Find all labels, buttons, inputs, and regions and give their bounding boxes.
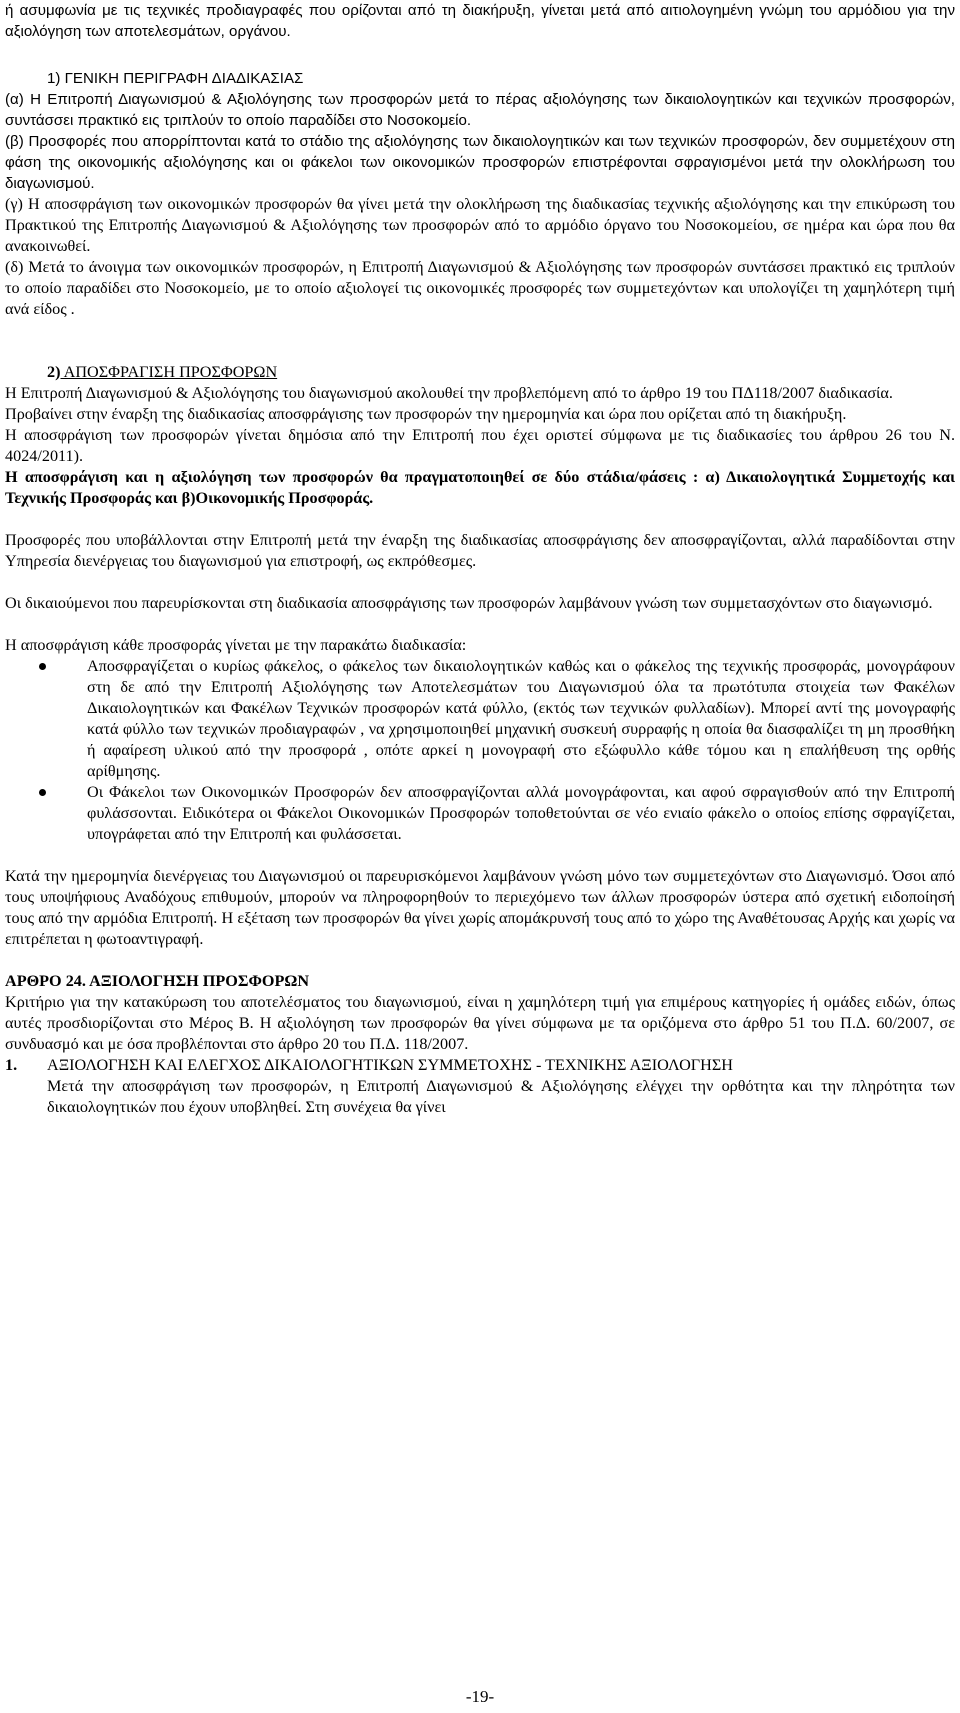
section2-title bbox=[5, 362, 955, 383]
section2-title-number: 2) bbox=[47, 363, 61, 381]
section2-p8: Κατά την ημερομηνία διενέργειας του Διαγωνισμού οι παρευρισκόμενοι λαμβάνουν γνώση μόνο των συμμετεχόντων στο Διαγωνισμό. Όσοι από τους υποψήφιους Αναδόχους επιθυμούν, μπορούν να πληροφορηθούν το περιεχόμενο των άλλων προσφορών ύστερα από σχετική ειδοποίησή τους από την αρμόδια Επιτροπή. Η εξέταση των προσφορών θα γίνει χωρίς απομάκρυνσή τους από το χώρο της Αναθέτουσας Αρχής και χωρίς να επιτρέπεται η φωτοαντιγραφή. bbox=[5, 867, 955, 948]
item1-title: ΑΞΙΟΛΟΓΗΣΗ ΚΑΙ ΕΛΕΓΧΟΣ ΔΙΚΑΙΟΛΟΓΗΤΙΚΩΝ ΣΥΜΜΕΤΟΧΗΣ - ΤΕΧΝΙΚΗΣ ΑΞΙΟΛΟΓΗΣΗ bbox=[47, 1056, 733, 1074]
item1-number: 1. bbox=[5, 1056, 18, 1074]
section1-para-a: (α) Η Επιτροπή Διαγωνισμού & Αξιολόγησης των προσφορών μετά το πέρας αξιολόγησης των δικαιολογητικών και τεχνικών προσφορών, συντάσσει πρακτικό εις τριπλούν το οποίο παραδίδει στο Νοσοκομείο. bbox=[5, 91, 955, 129]
section2-title-text: ΑΠΟΣΦΡΑΓΙΣΗ ΠΡΟΣΦΟΡΩΝ bbox=[60, 363, 278, 381]
section1-para-c: (γ) Η αποσφράγιση των οικονομικών προσφορών θα γίνει μετά την ολοκλήρωση της διαδικασίας τεχνικής αξιολόγησης και την επικύρωση του Πρακτικού της Επιτροπής Διαγωνισμού & Αξιολόγησης των προσφορών από το αρμόδιο όργανο του Νοσοκομείου, σε ημέρα και ώρα που θα ανακοινωθεί. bbox=[5, 195, 955, 255]
article24-item1 bbox=[5, 1055, 955, 1076]
section2-bold-statement: Η αποσφράγιση και η αξιολόγηση των προσφορών θα πραγματοποιηθεί σε δύο στάδια/φάσεις : α) Δικαιολογητικά Συμμετοχής και Τεχνικής Προσφοράς και β)Οικονομικής Προσφοράς. bbox=[5, 468, 955, 507]
section2-p1: Η Επιτροπή Διαγωνισμού & Αξιολόγησης του διαγωνισμού ακολουθεί την προβλεπόμενη από το άρθρο 19 του ΠΔ118/2007 διαδικασία. bbox=[5, 384, 893, 402]
list-item: Οι Φάκελοι των Οικονομικών Προσφορών δεν αποσφραγίζονται αλλά μονογράφονται, και αφού σφραγισθούν από την Επιτροπή φυλάσσονται. Ειδικότερα οι Φάκελοι Οικονομικών Προσφορών τοποθετούνται σε νέο ενιαίο φάκελο ο οποίος επίσης σφραγίζεται, υπογράφεται από την Επιτροπή και φυλάσσεται. bbox=[5, 782, 955, 845]
section2-p3: Η αποσφράγιση των προσφορών γίνεται δημόσια από την Επιτροπή που έχει οριστεί σύμφωνα με τις διαδικασίες του άρθρου 26 του Ν. 4024/2011). bbox=[5, 426, 955, 465]
section2-p7: Η αποσφράγιση κάθε προσφοράς γίνεται με την παρακάτω διαδικασία: bbox=[5, 636, 467, 654]
procedure-list bbox=[5, 656, 955, 845]
list-item: Αποσφραγίζεται ο κυρίως φάκελος, ο φάκελος των δικαιολογητικών καθώς και ο φάκελος της τεχνικής προσφοράς, μονογράφουν στη δε από την Επιτροπή Αξιολόγησης των Αποτελεσμάτων του Διαγωνισμού όλα τα πρωτότυπα στοιχεία των Φακέλων Δικαιολογητικών και Φακέλων Τεχνικών προσφορών κατά φύλλο, (εκτός των τεχνικών φυλλαδίων). Μπορεί αντί της μονογραφής κατά φύλλο των τεχνικών προδιαγραφών , να χρησιμοποιηθεί μηχανική συσκευή συρραφής η οποία θα διασφαλίζει τη μη προσθήκη ή αφαίρεση υλικού από την προσφορά , οπότε αρκεί η μονογραφή στο εξώφυλλο κάθε τόμου και η επαλήθευση της ορθής αρίθμησης. bbox=[5, 656, 955, 782]
section1-para-d: (δ) Μετά το άνοιγμα των οικονομικών προσφορών, η Επιτροπή Διαγωνισμού & Αξιολόγησης των προσφορών συντάσσει πρακτικό εις τριπλούν το οποίο παραδίδει στο Νοσοκομείο, με το οποίο αξιολογεί τις οικονομικές προσφορές των συμμετεχόντων και υπολογίζει τη χαμηλότερη τιμή ανά είδος . bbox=[5, 258, 955, 318]
top-paragraph: ή ασυμφωνία με τις τεχνικές προδιαγραφές που ορίζονται από τη διακήρυξη, γίνεται μετά από αιτιολογημένη γνώμη του αρμόδιου για την αξιολόγηση των αποτελεσμάτων, οργάνου. bbox=[5, 2, 955, 40]
bullet-icon bbox=[39, 663, 46, 670]
document-page bbox=[5, 0, 955, 1118]
section1-para-b: (β) Προσφορές που απορρίπτονται κατά το στάδιο της αξιολόγησης των δικαιολογητικών και των τεχνικών προσφορών, δεν συμμετέχουν στη φάση της οικονομικής αξιολόγησης και οι φάκελοι των οικονομικών προσφορών επιστρέφονται σφραγισμένοι μετά την ολοκλήρωση του διαγωνισμού. bbox=[5, 133, 955, 192]
bullet-icon bbox=[39, 789, 46, 796]
article24-p1: Κριτήριο για την κατακύρωση του αποτελέσματος του διαγωνισμού, είναι η χαμηλότερη τιμή για επιμέρους κατηγορίες ή ομάδες ειδών, όπως αυτές προσδιορίζονται στο Μέρος Β. Η αξιολόγηση των προσφορών θα γίνει σύμφωνα με τα οριζόμενα στο άρθρο 51 του Π.Δ. 60/2007, σε συνδυασμό και με όσα προβλέπονται στο άρθρο 20 του Π.Δ. 118/2007. bbox=[5, 993, 955, 1053]
page-number: -19- bbox=[465, 1687, 495, 1706]
section2-p6: Οι δικαιούμενοι που παρευρίσκονται στη διαδικασία αποσφράγισης των προσφορών λαμβάνουν γνώση των συμμετασχόντων στο διαγωνισμό. bbox=[5, 594, 933, 612]
item1-text: Μετά την αποσφράγιση των προσφορών, η Επιτροπή Διαγωνισμού & Αξιολόγησης ελέγχει την ορθότητα και την πληρότητα των δικαιολογητικών που έχουν υποβληθεί. Στη συνέχεια θα γίνει bbox=[47, 1077, 955, 1116]
section1-title: 1) ΓΕΝΙΚΗ ΠΕΡΙΓΡΑΦΗ ΔΙΑΔΙΚΑΣΙΑΣ bbox=[47, 70, 304, 87]
section2-p2: Προβαίνει στην έναρξη της διαδικασίας αποσφράγισης των προσφορών την ημερομηνία και ώρα που ορίζεται από τη διακήρυξη. bbox=[5, 405, 847, 423]
article24-title: ΑΡΘΡΟ 24. ΑΞΙΟΛΟΓΗΣΗ ΠΡΟΣΦΟΡΩΝ bbox=[5, 972, 310, 990]
section2-p5: Προσφορές που υποβάλλονται στην Επιτροπή μετά την έναρξη της διαδικασίας αποσφράγισης δεν αποσφραγίζονται, αλλά παραδίδονται στην Υπηρεσία διενέργειας του διαγωνισμού για επιστροφή, ως εκπρόθεσμες. bbox=[5, 531, 955, 570]
